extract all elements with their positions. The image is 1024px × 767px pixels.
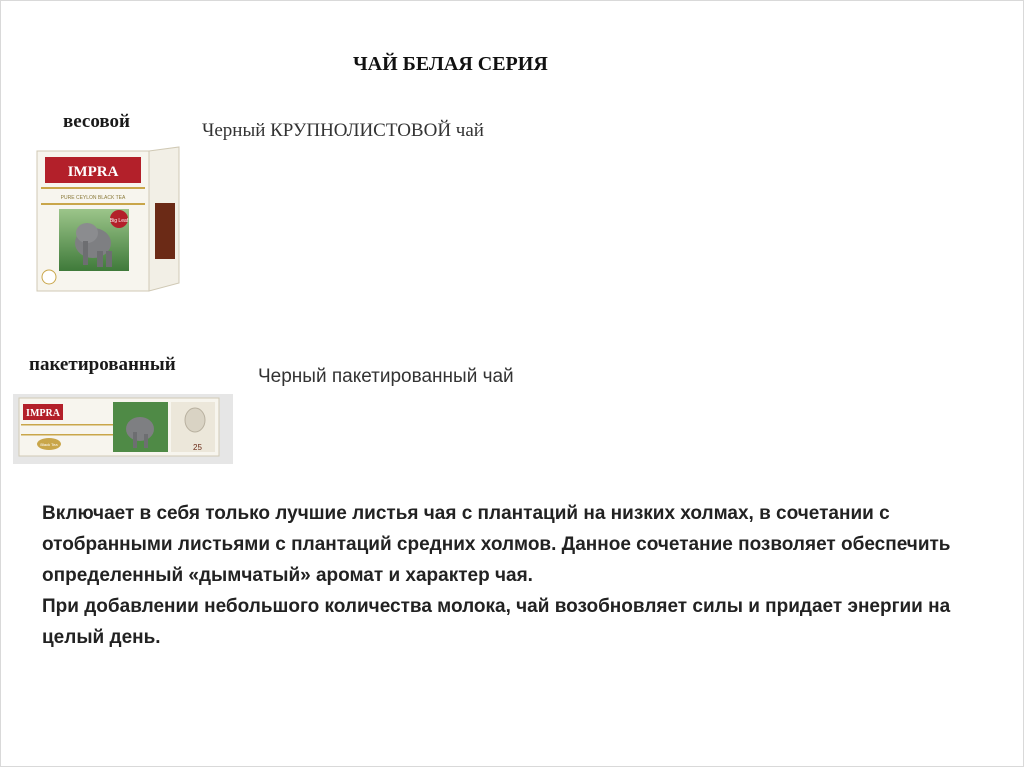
brand-logo-text-small: IMPRA xyxy=(26,408,60,419)
brand-logo-text: IMPRA xyxy=(67,164,119,180)
badge-text: Big Leaf xyxy=(109,218,129,224)
description-paragraph-1: Включает в себя только лучшие листья чая с плантаций на низких холмах, в сочетании с отобранными листьями с плантаций средних холмов. Данное сочетание позволяет обеспечить определенный «дымчатый» аромат и характер чая. xyxy=(42,503,951,586)
bagged-tea-label: пакетированный xyxy=(29,354,176,375)
loose-tea-description: Черный КРУПНОЛИСТОВОЙ чай xyxy=(202,120,484,141)
product-line-text: PURE CEYLON BLACK TEA xyxy=(60,195,126,201)
loose-tea-box-image xyxy=(31,143,183,293)
bag-count-text: 25 xyxy=(193,443,202,452)
badge-small-text: Black Tea xyxy=(40,442,58,447)
description-paragraph-2: При добавлении небольшого количества молока, чай возобновляет силы и придает энергии на целый день. xyxy=(42,596,951,648)
slide-title: ЧАЙ БЕЛАЯ СЕРИЯ xyxy=(353,53,548,75)
loose-tea-label: весовой xyxy=(63,111,130,132)
bagged-tea-description: Черный пакетированный чай xyxy=(258,366,514,387)
bagged-tea-box-image xyxy=(13,394,233,464)
description-text xyxy=(42,498,1002,653)
